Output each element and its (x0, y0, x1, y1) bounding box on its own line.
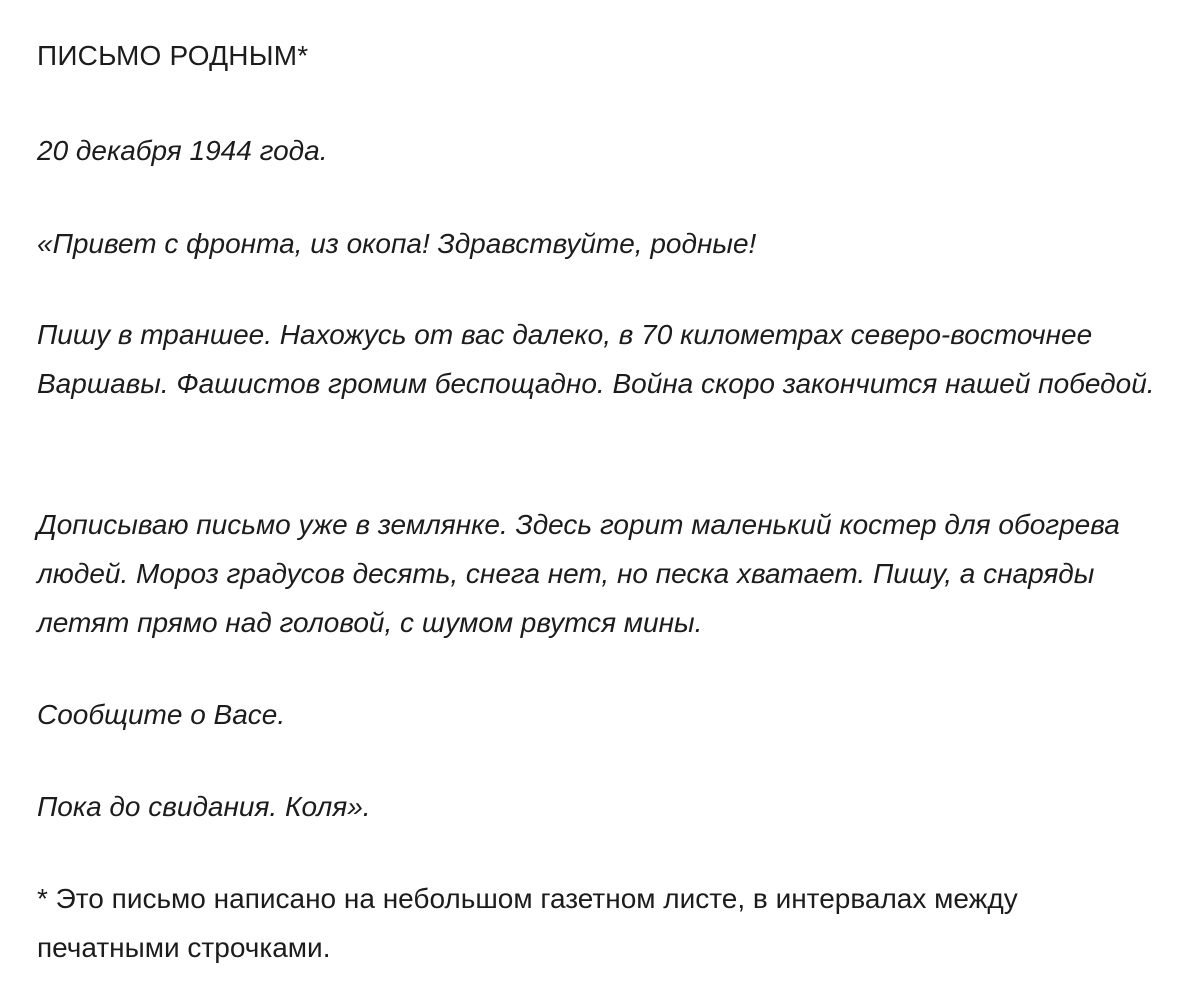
letter-paragraph: Сообщите о Васе. (37, 699, 286, 730)
letter-paragraph: Дописываю письмо уже в землянке. Здесь горит маленький костер для обогрева людей. Мороз градусов десять, снега нет, но песка хватает. Пишу, а снаряды летят прямо над головой, с шумом рвутся мины. (37, 509, 1120, 638)
letter-paragraph: Пишу в траншее. Нахожусь от вас далеко, в 70 километрах северо-восточнее Варшавы. Фашистов громим беспощадно. Война скоро закончится нашей победой. (37, 319, 1155, 399)
document-title: ПИСЬМО РОДНЫМ* (37, 40, 309, 71)
letter-signoff: Пока до свидания. Коля». (37, 791, 371, 822)
footnote: * Это письмо написано на небольшом газетном листе, в интервалах между печатными строчками. (37, 883, 1018, 963)
letter-date: 20 декабря 1944 года. (37, 135, 328, 166)
letter-greeting: «Привет с фронта, из окопа! Здравствуйте, родные! (37, 228, 757, 259)
